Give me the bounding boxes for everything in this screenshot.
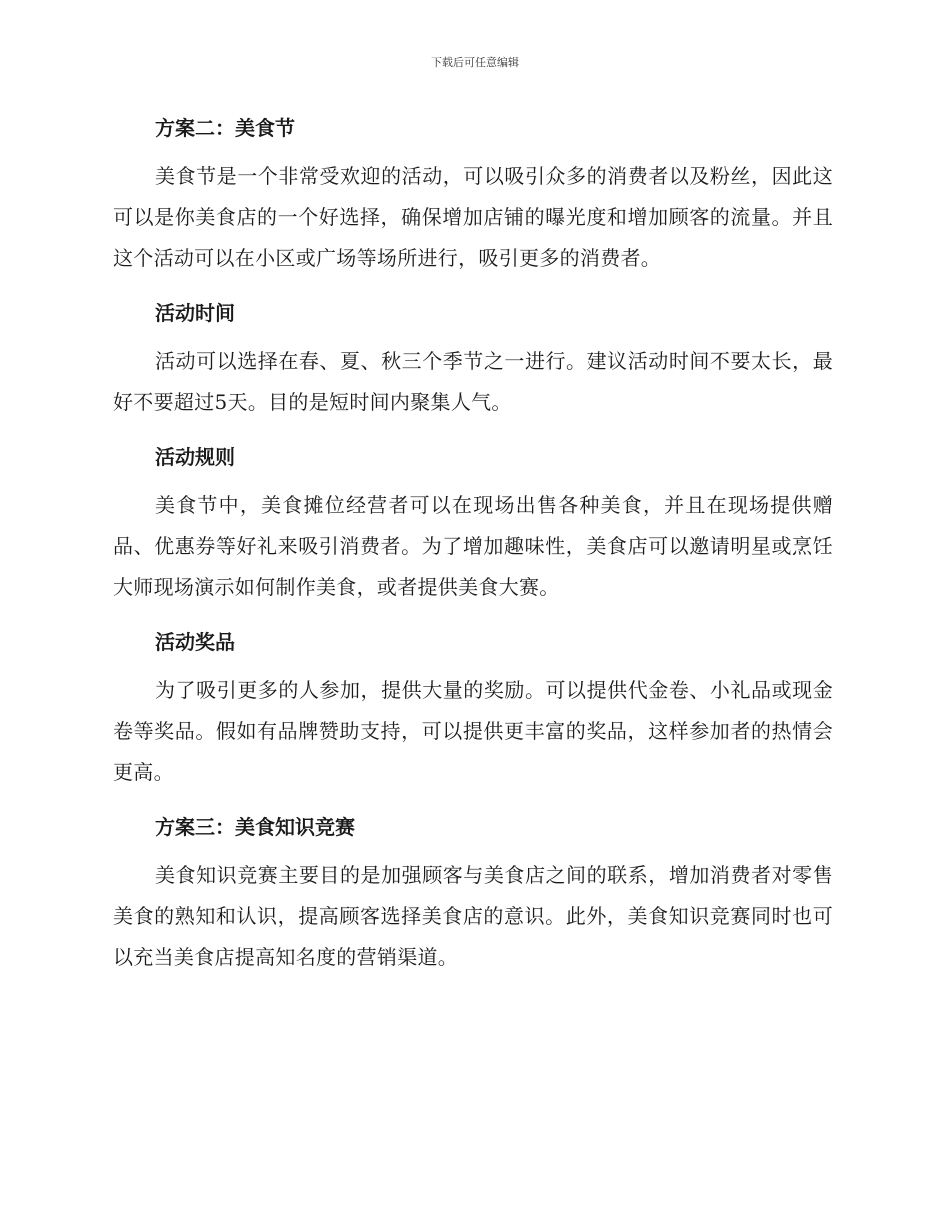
- section-heading-event-rules: 活动规则: [155, 445, 235, 469]
- section-paragraph-plan-two: 美食节是一个非常受欢迎的活动，可以吸引众多的消费者以及粉丝，因此这可以是你美食店的一个好选择，确保增加店铺的曝光度和增加顾客的流量。并且这个活动可以在小区或广场等场所进行，吸引更多的消费者。: [113, 164, 833, 270]
- section-heading-plan-three: 方案三：美食知识竞赛: [155, 815, 355, 839]
- section-heading-event-time: 活动时间: [155, 301, 235, 325]
- page-header: 下载后可任意编辑: [431, 56, 519, 69]
- section-paragraph-event-rules: 美食节中，美食摊位经营者可以在现场出售各种美食，并且在现场提供赠品、优惠券等好礼来吸引消费者。为了增加趣味性，美食店可以邀请明星或烹饪大师现场演示如何制作美食，或者提供美食大赛。: [113, 493, 833, 599]
- section-heading-event-prizes: 活动奖品: [155, 630, 235, 654]
- section-heading-plan-two: 方案二：美食节: [155, 116, 295, 140]
- document-body: [113, 108, 833, 992]
- section-paragraph-event-time: 活动可以选择在春、夏、秋三个季节之一进行。建议活动时间不要太长，最好不要超过5天。目的是短时间内聚集人气。: [113, 349, 833, 414]
- section-paragraph-event-prizes: 为了吸引更多的人参加，提供大量的奖励。可以提供代金卷、小礼品或现金卷等奖品。假如有品牌赞助支持，可以提供更丰富的奖品，这样参加者的热情会更高。: [113, 678, 833, 784]
- section-paragraph-plan-three: 美食知识竞赛主要目的是加强顾客与美食店之间的联系，增加消费者对零售美食的熟知和认识，提高顾客选择美食店的意识。此外，美食知识竞赛同时也可以充当美食店提高知名度的营销渠道。: [113, 863, 833, 969]
